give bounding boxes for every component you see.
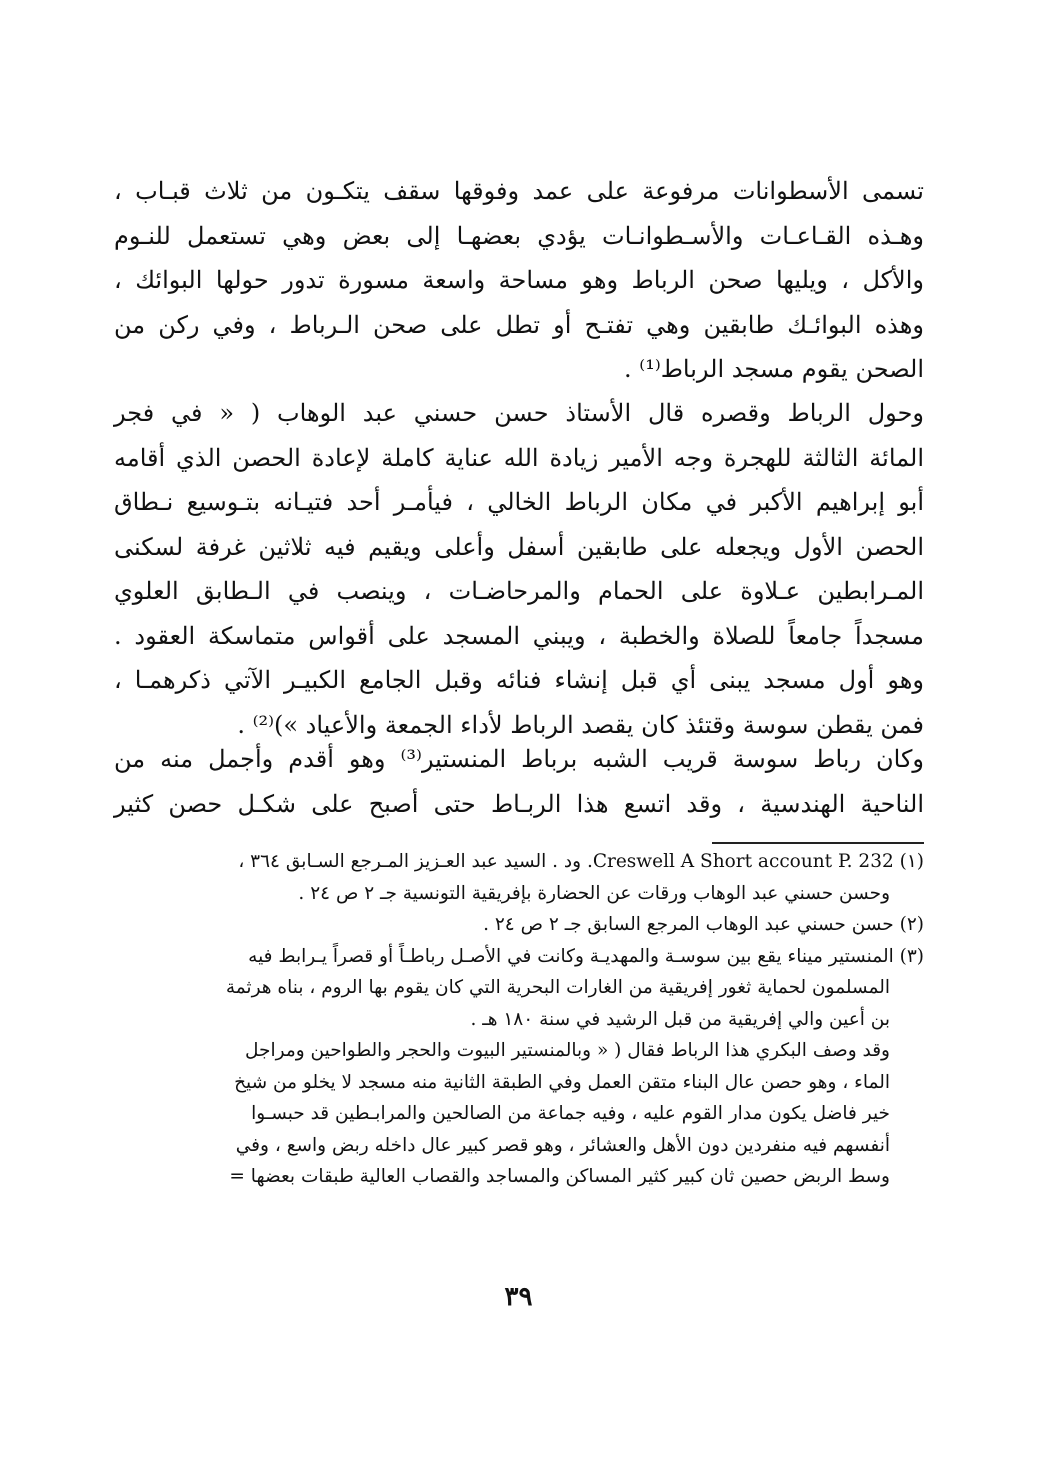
text-line: مسجداً جامعاً للصلاة والخطبة ، ويبني المسجد على أقواس متماسكة العقود . [114, 621, 924, 650]
text-line: المـرابطين عـلاوة على الحمام والمرحاضـات ، وينصب في الـطابق العلوي [114, 577, 924, 605]
text-line: الناحية الهندسية ، وقد اتسع هذا الربـاط حتى أصبح على شكـل حصن كثير [114, 789, 924, 818]
text-line: المائة الثالثة للهجرة وجه الأمير زيادة الله عناية كاملة لإعادة الحصن الذي أقامه [114, 443, 924, 472]
footnote-line [108, 909, 924, 941]
footnote-divider [712, 842, 924, 844]
footnote-marker: (٢) [899, 914, 924, 935]
footnote-2 [108, 909, 924, 941]
text-line: الصحن يقوم مسجد الرباط⁽¹⁾ . [624, 355, 924, 383]
footnote-line: وحسن حسني عبد الوهاب ورقات عن الحضارة بإفريقية التونسية جـ ٢ ص ٢٤ . [298, 882, 890, 904]
text-line: وهـذه القـاعـات والأسـطوانـات يؤدي بعضهـا إلى بعض وهي تستعمل للنـوم [114, 221, 924, 250]
footnote-line: بن أعين والي إفريقية من قبل الرشيد في سنة ١٨٠ هـ . [470, 1008, 890, 1030]
footnote-text: حسن حسني عبد الوهاب المرجع السابق جـ ٢ ص ٢٤ . [483, 914, 894, 935]
footnote-line: وسط الربض حصين ثان كبير كثير المساكن والمساجد والقصاب العالية طبقات بعضها = [229, 1166, 890, 1187]
footnotes [108, 846, 924, 1193]
footnote-line: وقد وصف البكري هذا الرباط فقال ( « وبالمنستير البيوت والحجر والطواحين ومراجل [245, 1040, 890, 1061]
text-line: وهو أول مسجد يبنى أي قبل إنشاء فنائه وقبل الجامع الكبيـر الآتي ذكرهمـا ، [114, 666, 924, 694]
text-line: تسمى الأسطوانات مرفوعة على عمد وفوقها سقف يتكـون من ثلاث قبـاب ، [114, 177, 924, 205]
footnote-text: Creswell A Short account P. 232. ود . السيد عبد العـزيز المـرجع السـابق ٣٦٤ ، [238, 851, 894, 872]
paragraph-2 [114, 391, 924, 747]
footnote-line: أنفسهم فيه منفردين دون الأهل والعشائر ، وهو قصر كبير عال داخله ربض واسع ، وفي [235, 1134, 890, 1156]
footnote-text: المنستير ميناء يقع بين سوسـة والمهديـة وكانت في الأصـل رباطـاً أو قصراً يـرابط فيه [248, 945, 894, 967]
text-line: وهذه البوائـك طابقين وهي تفتـح أو تطل على صحن الـرباط ، وفي ركن من [114, 310, 924, 339]
footnote-marker: (٣) [899, 945, 924, 967]
text-line: وحول الرباط وقصره قال الأستاذ حسن حسني عبد الوهاب ( « في فجر [114, 399, 924, 427]
page-number: ٣٩ [504, 1282, 533, 1312]
footnote-marker: (١) [899, 851, 924, 872]
paragraph-1 [114, 169, 924, 392]
footnote-line [108, 941, 924, 973]
footnote-line [108, 846, 924, 878]
text-line: والأكل ، ويليها صحن الرباط وهو مساحة واسعة مسورة تدور حولها البوائك ، [114, 266, 924, 294]
footnote-line: خير فاضل يكون مدار القوم عليه ، وفيه جماعة من الصالحين والمرابـطين قد حبسـوا [251, 1103, 890, 1124]
text-line: فمن يقطن سوسة وقتئذ كان يقصد الرباط لأداء الجمعة والأعياد »)⁽²⁾ . [237, 710, 924, 739]
footnote-1 [108, 846, 924, 909]
footnote-line: المسلمون لحماية ثغور إفريقية من الغارات البحرية التي كان يقوم بها الروم ، بناه هرثمة [225, 977, 890, 998]
footnote-3 [108, 941, 924, 1193]
footnote-line: الماء ، وهو حصن عال البناء متقن العمل وفي الطبقة الثانية منه مسجد لا يخلو من شيخ [234, 1071, 890, 1093]
text-line: وكان رباط سوسة قريب الشبه برباط المنستير⁽³⁾ وهو أقدم وأجمل منه من [114, 745, 925, 773]
paragraph-3 [114, 737, 924, 826]
text-line: الحصن الأول ويجعله على طابقين أسفل وأعلى ويقيم فيه ثلاثين غرفة لسكنى [114, 532, 924, 561]
text-line: أبو إبراهيم الأكبر في مكان الرباط الخالي ، فيأمـر أحد فتيـانه بتـوسيع نـطاق [114, 488, 924, 516]
